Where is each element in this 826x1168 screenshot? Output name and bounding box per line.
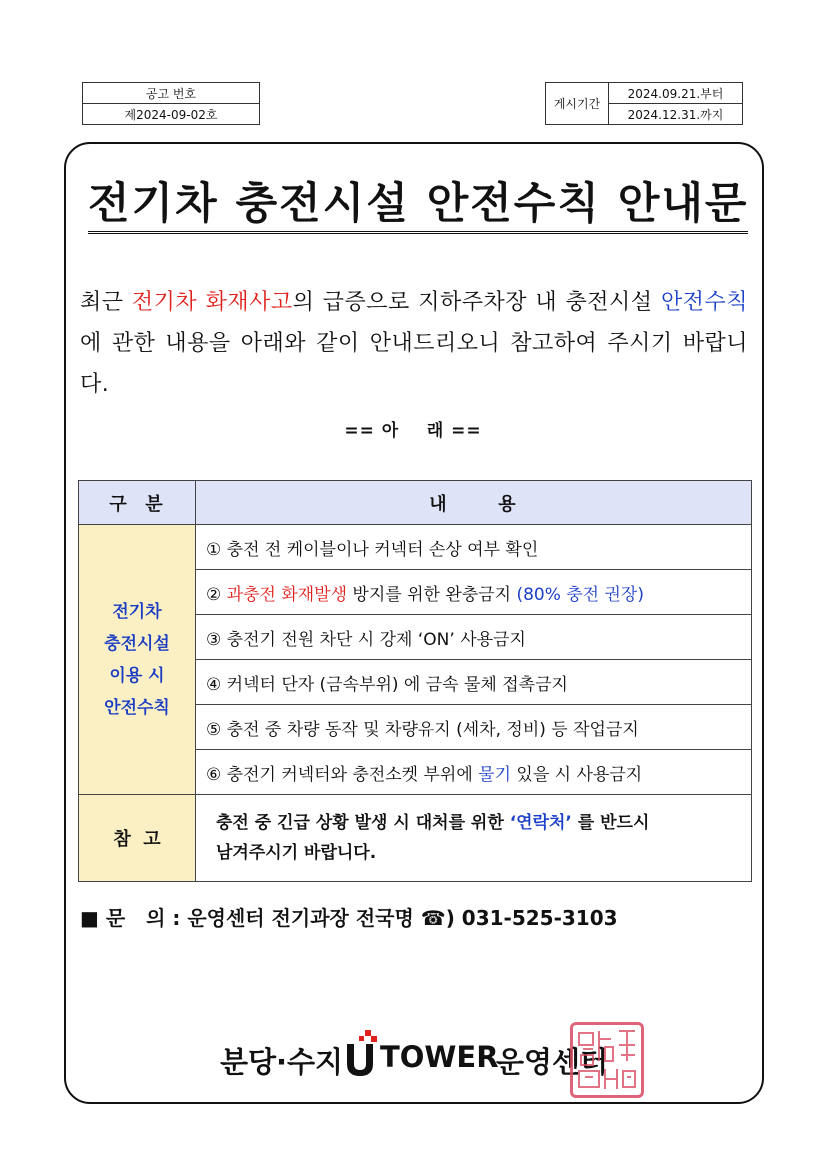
intro-paragraph: 최근 전기차 화재사고의 급증으로 지하주차장 내 충전시설 안전수칙에 관한 내용을 아래와 같이 안내드리오니 참고하여 주시기 바랍니다. [80, 290, 748, 397]
phone-icon: ☎ [420, 906, 446, 930]
contact-line: ■ 문 의 : 운영센터 전기과장 전국명 ☎) 031-525-3103 [80, 906, 618, 930]
table-row [79, 525, 752, 570]
page-title: 전기차 충전시설 안전수칙 안내문 [88, 170, 738, 231]
posting-period-label: 게시기간 [546, 83, 609, 125]
rule-item-1: ① 충전 전 케이블이나 커넥터 손상 여부 확인 [196, 525, 752, 570]
official-seal-stamp [570, 1022, 644, 1098]
reference-text: 충전 중 긴급 상황 발생 시 대처를 위한 ‘연락처’ 를 반드시 남겨주시기 바랍니다. [196, 795, 752, 882]
contact-label: 문 의 [105, 906, 166, 930]
rule-item-4: ④ 커넥터 단자 (금속부위) 에 금속 물체 접촉금지 [196, 660, 752, 705]
notice-number-label: 공고 번호 [83, 83, 260, 104]
notice-number-box [82, 82, 260, 125]
category-cell: 전기차 충전시설 이용 시 안전수칙 [79, 525, 196, 795]
intro-highlight-safety: 안전수칙 [660, 290, 748, 315]
reference-category: 참 고 [79, 795, 196, 882]
rule-item-6: ⑥ 충전기 커넥터와 충전소켓 부위에 물기 있을 시 사용금지 [196, 750, 752, 795]
table-header-category: 구 분 [79, 481, 196, 525]
u-tower-logo-icon [344, 1030, 378, 1078]
table-header-content: 내 용 [196, 481, 752, 525]
posting-period-box [545, 82, 743, 125]
intro-highlight-fire: 전기차 화재사고 [131, 290, 293, 315]
contact-person: 운영센터 전기과장 전국명 [187, 906, 414, 930]
footer-left-text: 분당·수지 [220, 1045, 344, 1079]
rule-item-3: ③ 충전기 전원 차단 시 강제 ‘ON’ 사용금지 [196, 615, 752, 660]
bullet-square-icon: ■ [80, 906, 99, 930]
safety-rules-table [78, 480, 752, 882]
rule-item-2: ② 과충전 화재발생 방지를 위한 완충금지 (80% 충전 권장) [196, 570, 752, 615]
notice-number-value: 제2024-09-02호 [83, 104, 260, 125]
posting-period-to: 2024.12.31.까지 [609, 104, 743, 125]
footer-logo [220, 1018, 660, 1088]
contact-phone: ) 031-525-3103 [445, 906, 618, 930]
posting-period-from: 2024.09.21.부터 [609, 83, 743, 104]
separator-heading: == 아 래 == [344, 421, 482, 441]
footer-right-text: 운영센터 [496, 1045, 609, 1079]
footer-brand: TOWER [380, 1040, 499, 1074]
rule-item-5: ⑤ 충전 중 차량 동작 및 차량유지 (세차, 정비) 등 작업금지 [196, 705, 752, 750]
